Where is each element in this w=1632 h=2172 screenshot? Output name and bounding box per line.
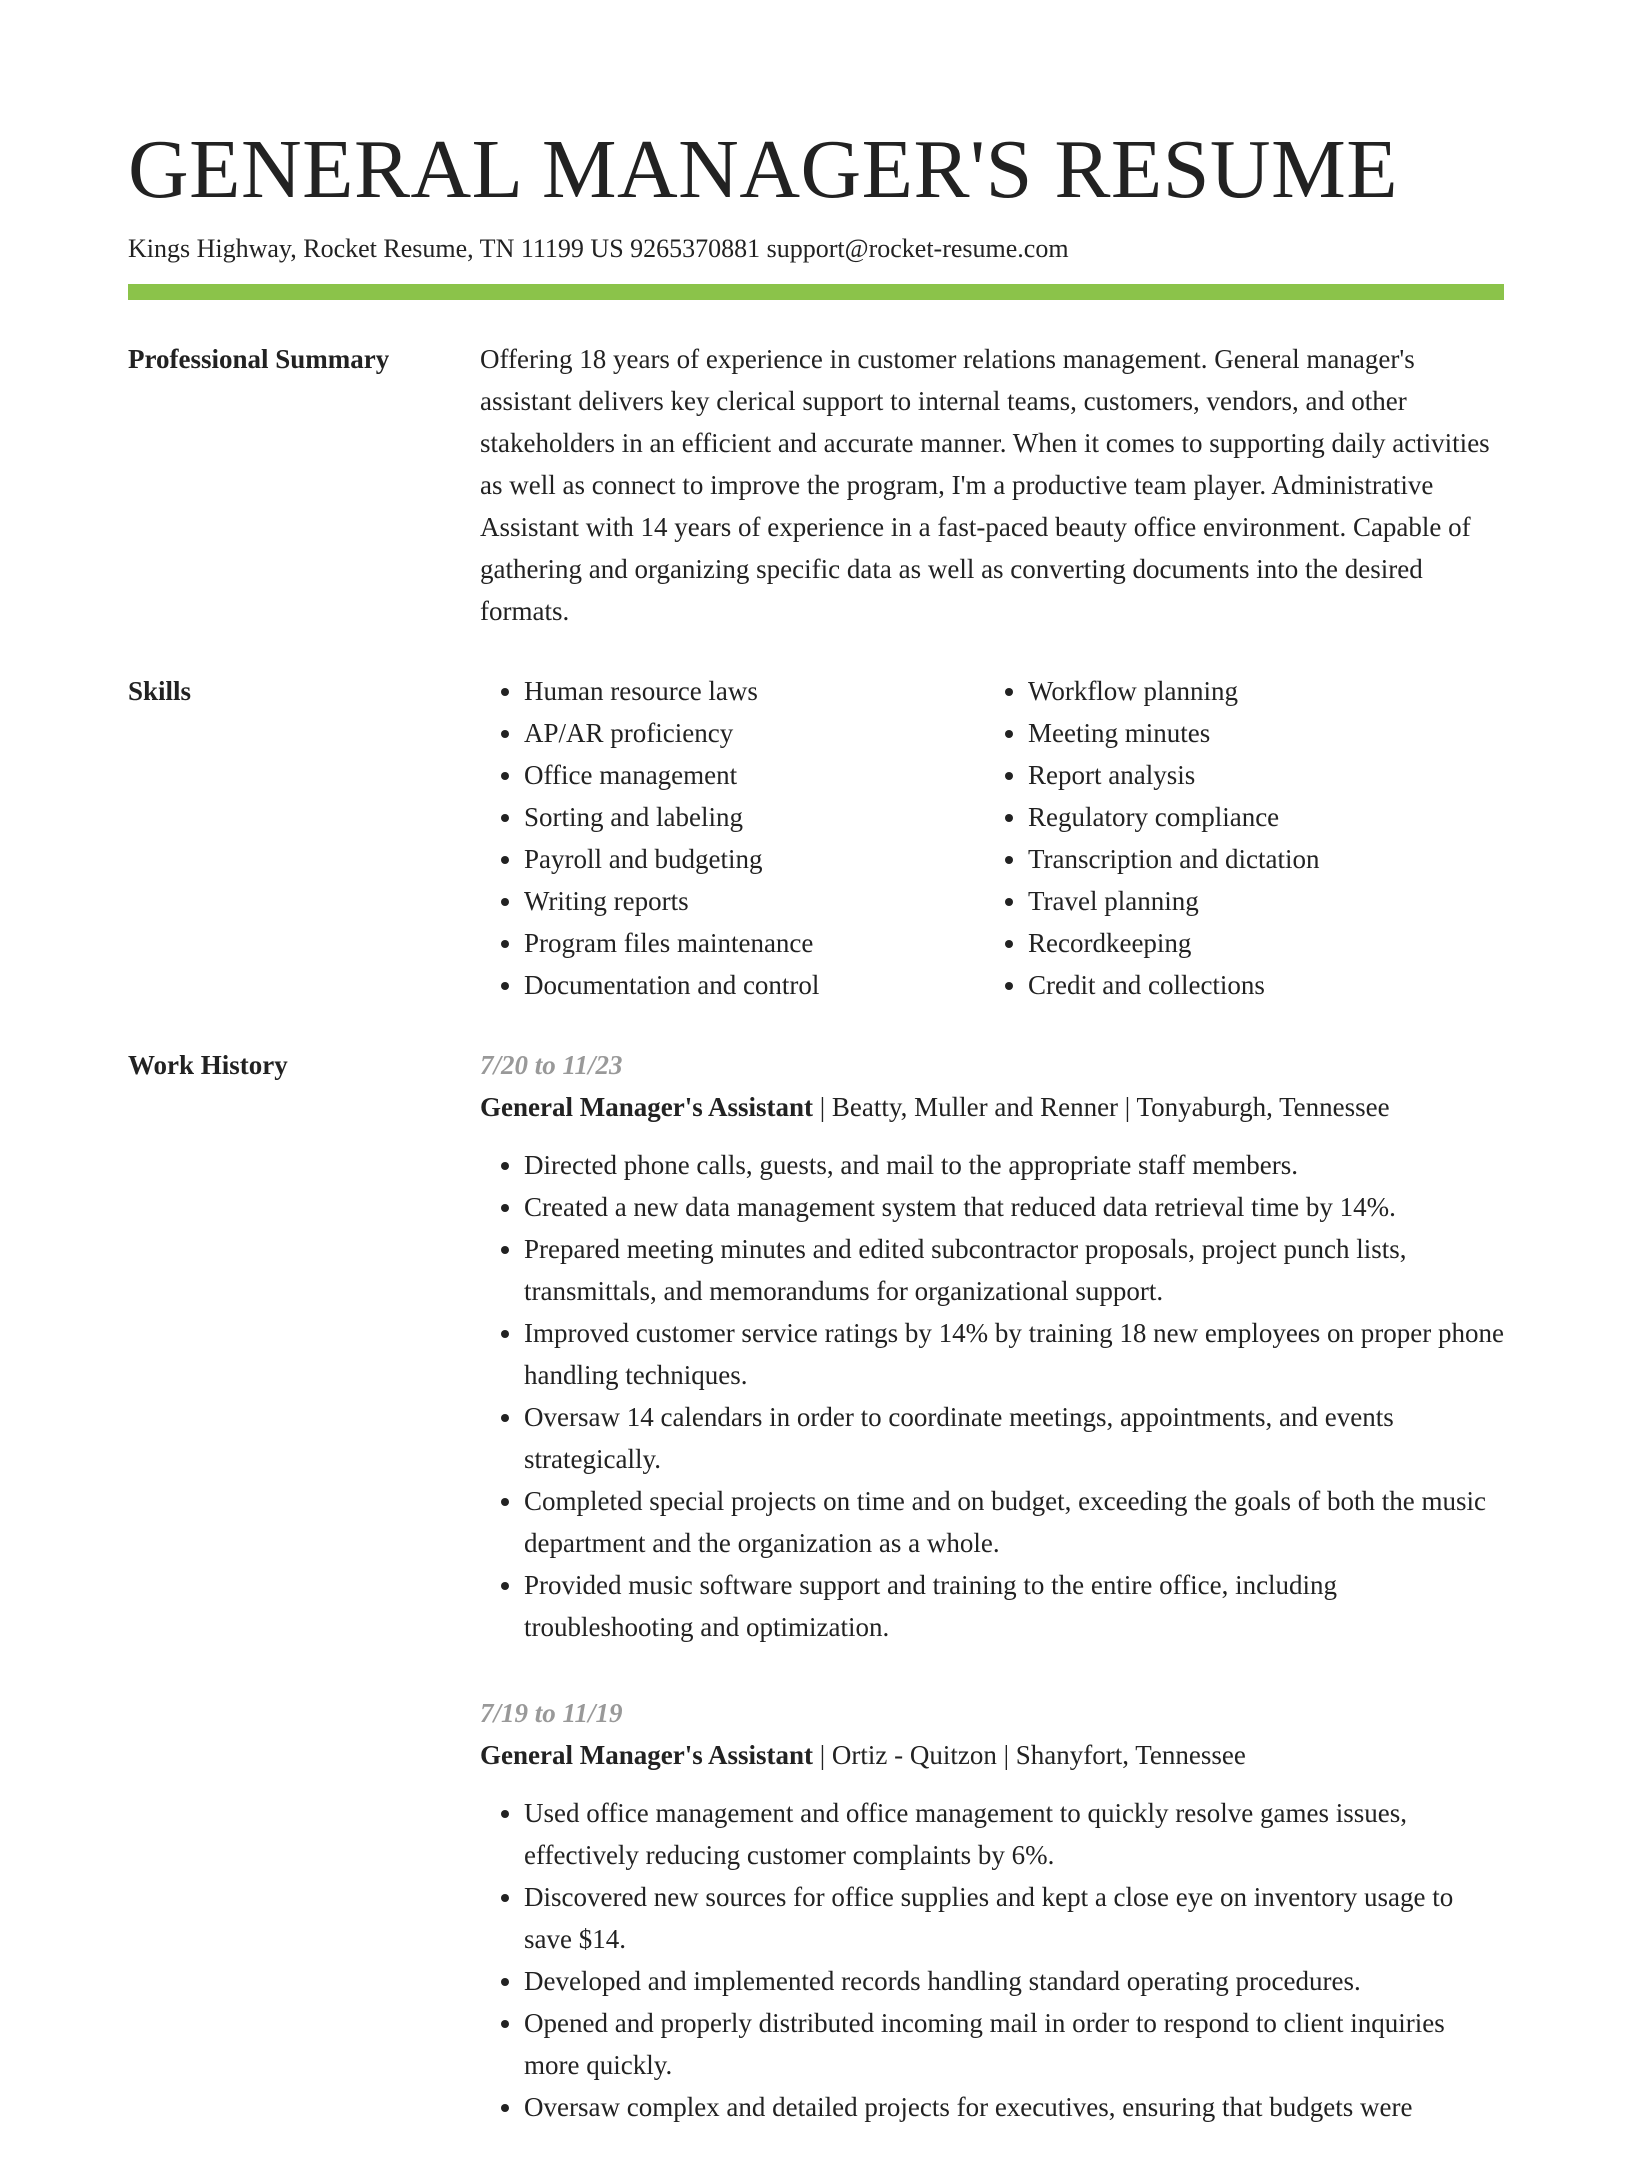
skill-item: • Report analysis [1028,754,1319,796]
contact-line: Kings Highway, Rocket Resume, TN 11199 US 9265370881 support@rocket-resume.com [128,234,1069,263]
job-title: General Manager's Assistant [480,1092,813,1122]
skill-item: • AP/AR proficiency [524,712,984,754]
section-title-summary: Professional Summary [128,344,390,374]
work-history-section [128,1044,1504,2172]
summary-text: Offering 18 years of experience in customer relations management. General manager's assistant delivers key clerical support to internal teams, customers, vendors, and other stakeholders in an efficient and accurate manner. When it comes to supporting daily activities as well as connect to improve the program, I'm a productive team player. Administrative Assistant with 14 years of experience in a fast-paced beauty office environment. Capable of gathering and organizing specific data as well as converting documents into the desired formats. [480,344,1490,626]
resume-title: GENERAL MANAGER'S RESUME [128,123,1399,216]
skill-item: • Documentation and control [524,964,984,1006]
job-duty: • Discovered new sources for office supplies and kept a close eye on inventory usage to save $14. [524,1876,1504,1960]
job-heading [480,1734,1504,1776]
job-employer-location: | Ortiz - Quitzon | Shanyfort, Tennessee [812,1740,1246,1770]
job-duty: • Used office management and office management to quickly resolve games issues, effectively reducing customer complaints by 6%. [524,1792,1504,1876]
job-duty: • Prepared meeting minutes and edited subcontractor proposals, project punch lists, transmittals, and memorandums for organizational support. [524,1228,1504,1312]
section-title-work-history: Work History [128,1050,288,1080]
job-duty: • Oversaw complex and detailed projects for executives, ensuring that budgets were [524,2086,1504,2128]
job-duty: • Opened and properly distributed incoming mail in order to respond to client inquiries more quickly. [524,2002,1504,2086]
skill-item: • Recordkeeping [1028,922,1319,964]
skill-item: • Meeting minutes [1028,712,1319,754]
job-title: General Manager's Assistant [480,1740,813,1770]
skill-item: • Workflow planning [1028,670,1319,712]
job-duty: • Completed special projects on time and on budget, exceeding the goals of both the music department and the organization as a whole. [524,1480,1504,1564]
skill-item: • Travel planning [1028,880,1319,922]
skill-item: • Payroll and budgeting [524,838,984,880]
skill-item: • Human resource laws [524,670,984,712]
skill-item: • Transcription and dictation [1028,838,1319,880]
skills-section [128,670,1504,1006]
header-divider [128,284,1504,300]
summary-section [128,338,1504,632]
job-dates: 7/19 to 11/19 [480,1698,623,1728]
job-duty: • Developed and implemented records handling standard operating procedures. [524,1960,1504,2002]
skill-item: • Sorting and labeling [524,796,984,838]
skill-item: • Office management [524,754,984,796]
skill-item: • Writing reports [524,880,984,922]
job-duty: • Directed phone calls, guests, and mail to the appropriate staff members. [524,1144,1504,1186]
skills-list-left [480,670,984,1006]
skill-item: • Regulatory compliance [1028,796,1319,838]
job-duty: • Created a new data management system that reduced data retrieval time by 14%. [524,1186,1504,1228]
job-dates: 7/20 to 11/23 [480,1050,623,1080]
job-duty: • Provided music software support and training to the entire office, including troubleshooting and optimization. [524,1564,1504,1648]
job-employer-location: | Beatty, Muller and Renner | Tonyaburgh, Tennessee [812,1092,1390,1122]
skills-list-right [984,670,1319,1006]
job-duty: • Oversaw 14 calendars in order to coordinate meetings, appointments, and events strategically. [524,1396,1504,1480]
job-entry [480,1692,1504,2128]
skill-item: • Credit and collections [1028,964,1319,1006]
job-duties-list [480,1144,1504,1648]
job-heading [480,1086,1504,1128]
job-entry [480,1044,1504,1648]
skill-item: • Program files maintenance [524,922,984,964]
section-title-skills: Skills [128,676,192,706]
job-duties-list [480,1792,1504,2128]
job-duty: • Improved customer service ratings by 14% by training 18 new employees on proper phone handling techniques. [524,1312,1504,1396]
